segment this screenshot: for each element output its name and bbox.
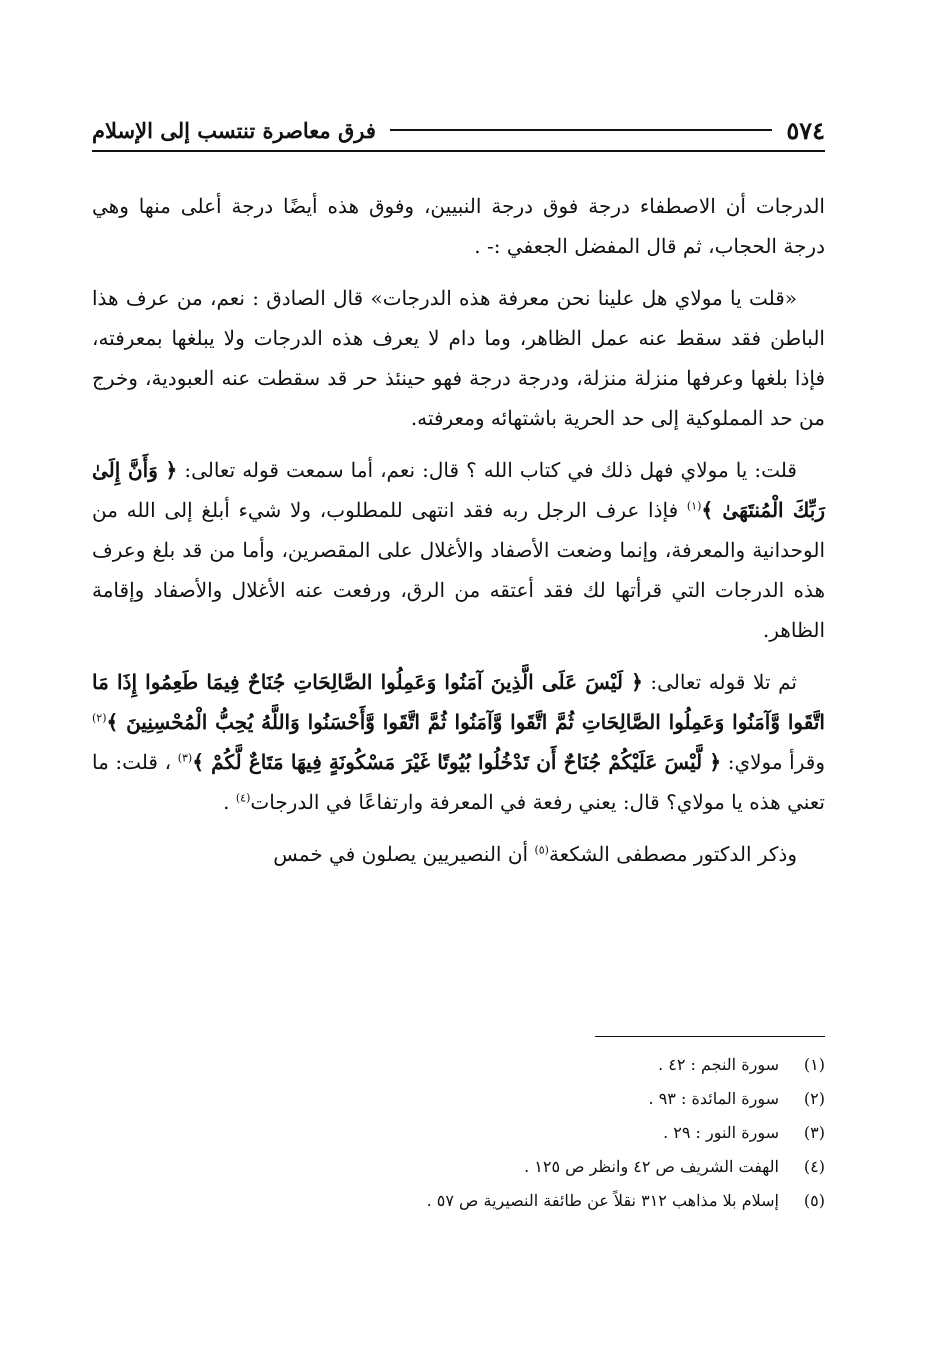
footnote-text: سورة النور : ٢٩ . [663, 1123, 779, 1142]
paragraph-text: أن النصيريين يصلون في خمس [273, 842, 535, 866]
footnote-number: (٥) [803, 1191, 825, 1210]
footnote-number: (١) [803, 1055, 825, 1074]
paragraph-text: الدرجات أن الاصطفاء درجة فوق درجة النبيين، وفوق هذه أيضًا درجة أعلى منها وهي درجة الحجاب، ثم قال المفضل الجعفي :- . [92, 194, 825, 258]
paragraph-text: ثم تلا قوله تعالى: [642, 670, 797, 694]
paragraph-3 [92, 450, 825, 650]
quran-verse: ﴿ لَيْسَ عَلَى الَّذِينَ آمَنُوا وَعَمِلُوا الصَّالِحَاتِ جُنَاحٌ فِيمَا طَعِمُوا إِذَا مَا اتَّقَوا وَّآمَنُوا وَعَمِلُوا الصَّالِحَاتِ ثُمَّ اتَّقَوا وَّآمَنُوا ثُمَّ اتَّقَوا وَّأَحْسَنُوا وَاللَّهُ يُحِبُّ الْمُحْسِنِينَ ﴾ [92, 670, 825, 734]
paragraph-text: وذكر الدكتور مصطفى الشكعة [548, 842, 797, 866]
footnote-number: (٢) [803, 1089, 825, 1108]
paragraph-5 [92, 834, 825, 874]
footnote-text: إسلام بلا مذاهب ٣١٢ نقلاً عن طائفة النصيرية ص ٥٧ . [426, 1191, 779, 1210]
footnote-item [200, 1082, 825, 1116]
paragraph-text: قلت: يا مولاي فهل ذلك في كتاب الله ؟ قال: نعم، أما سمعت قوله تعالى: [177, 458, 797, 482]
body-text [92, 186, 825, 886]
paragraph-text: فإذا عرف الرجل ربه فقد انتهى للمطلوب، ولا شيء أبلغ إلى الله من الوحدانية والمعرفة، وإنما وضعت الأصفاد والأغلال على المقصرين، وأما من قد بلغ وعرف هذه الدرجات التي قرأتها لك فقد أعتقه من الرق، ورفعت عنه الأغلال والأصفاد وإقامة الظاهر. [92, 498, 825, 642]
footnote-item [200, 1048, 825, 1082]
footnote-text: الهفت الشريف ص ٤٢ وانظر ص ١٢٥ . [524, 1157, 779, 1176]
footnote-ref: (٥) [534, 843, 549, 857]
footnote-number: (٤) [803, 1157, 825, 1176]
quran-verse: ﴿ وَأَنَّ إِلَىٰ رَبِّكَ الْمُنتَهَىٰ ﴾ [92, 458, 825, 522]
paragraph-text: «قلت يا مولاي هل علينا نحن معرفة هذه الدرجات» قال الصادق : نعم، من عرف هذا الباطن فقد سقط عنه عمل الظاهر، وما دام لا يعرف هذه الدرجات ولا يبلغها بمعرفته، فإذا بلغها وعرفها منزلة منزلة، ودرجة درجة فهو حينئذ حر قد سقطت عنه العبودية، وخرج من حد المملوكية إلى حد الحرية باشتهائه ومعرفته. [92, 286, 825, 430]
footnote-ref: (٤) [235, 791, 251, 805]
page-header [92, 112, 825, 148]
footnote-item [200, 1116, 825, 1150]
footnote-item [200, 1184, 825, 1218]
paragraph-4 [92, 662, 825, 822]
quran-verse: ﴿ لَّيْسَ عَلَيْكُمْ جُنَاحٌ أَن تَدْخُلُوا بُيُوتًا غَيْرَ مَسْكُونَةٍ فِيهَا مَتَاعٌ لَّكُمْ ﴾ [192, 750, 722, 774]
footnote-ref: (٢) [92, 711, 107, 725]
paragraph-text: وقرأ مولاي: [721, 750, 825, 774]
footnotes [200, 1048, 825, 1218]
paragraph-text: . [223, 790, 236, 814]
footnote-divider [595, 1036, 825, 1037]
page-number: ٥٧٤ [786, 115, 825, 145]
paragraph-1 [92, 186, 825, 266]
footnote-text: سورة النجم : ٤٢ . [658, 1055, 779, 1074]
header-rule [390, 129, 772, 131]
header-divider [92, 150, 825, 152]
footnote-ref: (١) [686, 499, 702, 513]
footnote-item [200, 1150, 825, 1184]
paragraph-2 [92, 278, 825, 438]
footnote-number: (٣) [803, 1123, 825, 1142]
running-title: فرق معاصرة تنتسب إلى الإسلام [92, 117, 376, 143]
footnote-text: سورة المائدة : ٩٣ . [648, 1089, 779, 1108]
footnote-ref: (٣) [177, 751, 193, 765]
paragraph-text: ، قلت: ما تعني هذه يا مولاي؟ قال: يعني رفعة في المعرفة وارتفاعًا في الدرجات [92, 750, 825, 814]
